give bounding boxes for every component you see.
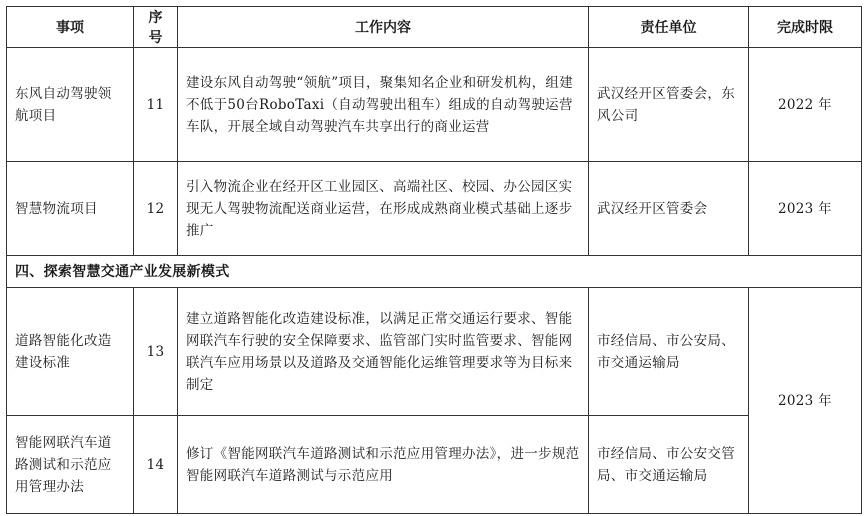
cell-item: 东风自动驾驶领航项目	[7, 48, 134, 162]
table-row	[7, 416, 862, 514]
table-row	[7, 48, 862, 162]
header-no: 序号	[134, 7, 178, 48]
cell-item: 智能网联汽车道路测试和示范应用管理办法	[7, 416, 134, 514]
header-deadline: 完成时限	[749, 7, 862, 48]
table-row	[7, 162, 862, 256]
cell-item: 道路智能化改造建设标准	[7, 288, 134, 416]
cell-content: 建立道路智能化改造建设标准，以满足正常交通运行要求、智能网联汽车行驶的安全保障要求、监管部门实时监管要求、智能网联汽车应用场景以及道路及交通智能化运维管理要求等为目标来制定	[178, 288, 589, 416]
cell-unit: 武汉经开区管委会，东风公司	[589, 48, 749, 162]
cell-unit: 武汉经开区管委会	[589, 162, 749, 256]
cell-deadline: 2022 年	[749, 48, 862, 162]
header-item: 事项	[7, 7, 134, 48]
cell-no: 11	[134, 48, 178, 162]
header-unit: 责任单位	[589, 7, 749, 48]
cell-unit: 市经信局、市公安局、市交通运输局	[589, 288, 749, 416]
cell-no: 13	[134, 288, 178, 416]
task-table	[6, 6, 862, 514]
cell-content: 引入物流企业在经开区工业园区、高端社区、校园、办公园区实现无人驾驶物流配送商业运营，在形成成熟商业模式基础上逐步推广	[178, 162, 589, 256]
cell-no: 14	[134, 416, 178, 514]
cell-unit: 市经信局、市公安交管局、市交通运输局	[589, 416, 749, 514]
cell-content: 修订《智能网联汽车道路测试和示范应用管理办法》，进一步规范智能网联汽车道路测试与示范应用	[178, 416, 589, 514]
cell-deadline-merged: 2023 年	[749, 288, 862, 514]
table-header-row	[7, 7, 862, 48]
section-title: 四、探索智慧交通产业发展新模式	[7, 256, 862, 288]
cell-content: 建设东风自动驾驶“领航”项目，聚集知名企业和研发机构，组建不低于50台RoboTaxi（自动驾驶出租车）组成的自动驾驶运营车队，开展全域自动驾驶汽车共享出行的商业运营	[178, 48, 589, 162]
cell-no: 12	[134, 162, 178, 256]
table-row	[7, 288, 862, 416]
cell-deadline: 2023 年	[749, 162, 862, 256]
header-content: 工作内容	[178, 7, 589, 48]
section-row	[7, 256, 862, 288]
cell-item: 智慧物流项目	[7, 162, 134, 256]
